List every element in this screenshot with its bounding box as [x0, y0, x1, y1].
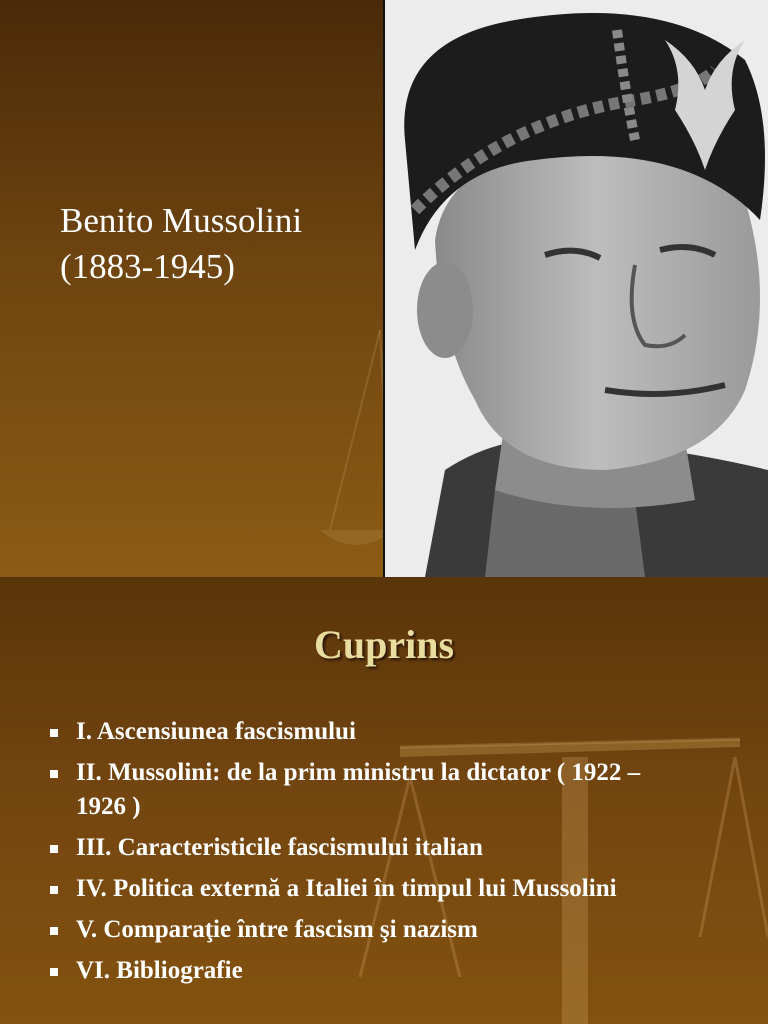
- list-item: [46, 872, 686, 906]
- list-item-text: VI. Bibliografie: [76, 957, 243, 984]
- portrait-photo: [383, 0, 768, 577]
- square-bullet-icon: [50, 886, 58, 894]
- list-item-text: I. Ascensiunea fascismului: [76, 718, 356, 745]
- list-item-text: II. Mussolini: de la prim ministru la dictator ( 1922 – 1926 ): [76, 759, 641, 820]
- title-block: [60, 198, 302, 290]
- list-item: [46, 715, 686, 749]
- list-item-text: IV. Politica externă a Italiei în timpul lui Mussolini: [76, 875, 617, 902]
- list-item-text: V. Comparaţie între fascism şi nazism: [76, 916, 478, 943]
- life-years: (1883-1945): [60, 247, 235, 286]
- list-item: [46, 756, 686, 824]
- contents-list: [46, 715, 686, 995]
- list-item: [46, 831, 686, 865]
- square-bullet-icon: [50, 927, 58, 935]
- slide-contents: [0, 577, 768, 1024]
- square-bullet-icon: [50, 845, 58, 853]
- person-name: Benito Mussolini: [60, 201, 303, 240]
- list-item: [46, 954, 686, 988]
- square-bullet-icon: [50, 770, 58, 778]
- contents-title: Cuprins: [313, 622, 455, 667]
- square-bullet-icon: [50, 968, 58, 976]
- list-item-text: III. Caracteristicile fascismului italian: [76, 834, 483, 861]
- square-bullet-icon: [50, 729, 58, 737]
- list-item: [46, 913, 686, 947]
